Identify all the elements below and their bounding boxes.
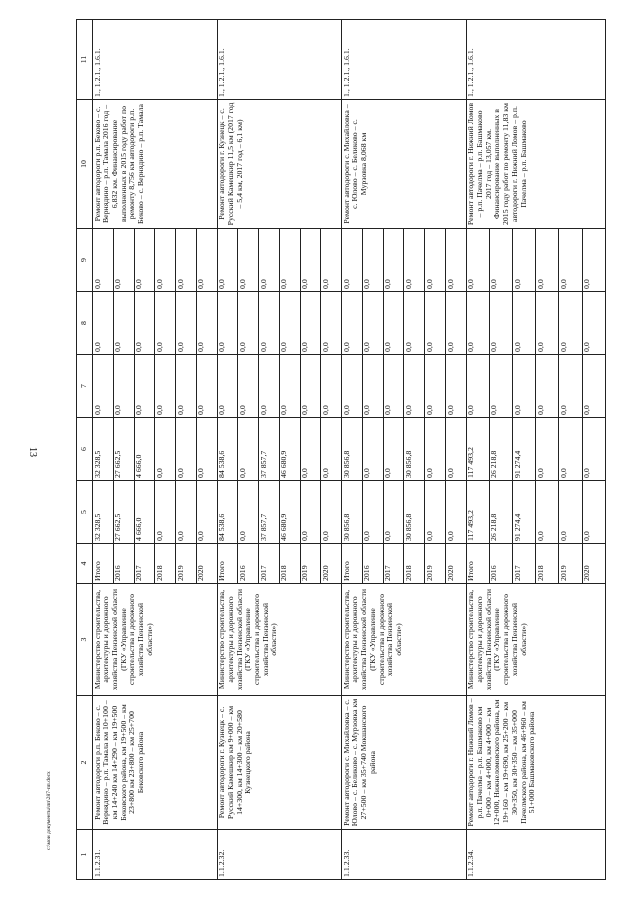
amount-cell: 0,0	[134, 229, 155, 292]
amount-cell: 0,0	[93, 355, 114, 418]
amount-cell: 0,0	[425, 481, 446, 544]
amount-cell: 0,0	[362, 355, 383, 418]
amount-cell: 0,0	[93, 229, 114, 292]
executor-name: Министерство строительства, архитектуры и дорожного хозяйства Пензенской области (ГКУ «Управление строительства и дорожного хозяйства Пензенской области»)	[342, 584, 467, 696]
amount-cell: 0,0	[321, 418, 342, 481]
year-cell: 2019	[559, 544, 582, 584]
amount-cell: 0,0	[383, 481, 404, 544]
year-cell: Итого	[217, 544, 238, 584]
amount-cell: 0,0	[259, 229, 280, 292]
amount-cell: 0,0	[321, 229, 342, 292]
amount-cell: 0,0	[196, 481, 217, 544]
expected-result: Ремонт автодороги г. Нижний Ломов – р.п. Пачелма – р.п. Башмаково 2017 год – 13,057 км. Финансирование выполненных в 2015 году работ по ремонту 11,83 км автодороги г. Нижний Ломов – р.п. Пачелма – р.п. Башмаково	[466, 100, 605, 229]
amount-cell: 0,0	[446, 418, 467, 481]
year-cell: 2018	[536, 544, 559, 584]
amount-cell: 0,0	[489, 292, 512, 355]
indicator-refs: 1., 1.2.1., 1.6.1.	[93, 20, 218, 100]
amount-cell: 0,0	[536, 229, 559, 292]
amount-cell: 26 218,8	[489, 481, 512, 544]
year-cell: 2019	[425, 544, 446, 584]
amount-cell: 91 274,4	[513, 481, 536, 544]
table-body	[93, 20, 606, 880]
measure-name: Ремонт автодороги г. Кузнецк – с. Русский Камешкир км 9+000 – км 14+300, км 14+300 – км 20+580 Кузнецкого района	[217, 696, 342, 830]
executor-name: Министерство строительства, архитектуры и дорожного хозяйства Пензенской области (ГКУ «Управление строительства и дорожного хозяйства Пензенской области»)	[466, 584, 605, 696]
amount-cell: 0,0	[559, 481, 582, 544]
table-row	[342, 20, 363, 880]
amount-cell: 0,0	[300, 481, 321, 544]
amount-cell: 0,0	[466, 229, 489, 292]
amount-cell: 0,0	[176, 355, 197, 418]
amount-cell: 0,0	[425, 418, 446, 481]
amount-cell: 27 662,5	[113, 418, 134, 481]
amount-cell: 0,0	[559, 418, 582, 481]
rotated-table-sheet	[76, 20, 606, 880]
amount-cell: 0,0	[176, 292, 197, 355]
amount-cell: 0,0	[536, 418, 559, 481]
column-number-8: 8	[77, 292, 93, 355]
footer-file-path: c:\мои документы\пп\287-пп.docx	[46, 771, 52, 850]
program-table	[76, 19, 606, 880]
amount-cell: 0,0	[362, 418, 383, 481]
amount-cell: 0,0	[513, 355, 536, 418]
amount-cell: 84 538,6	[217, 418, 238, 481]
amount-cell: 4 666,0	[134, 418, 155, 481]
amount-cell: 84 538,6	[217, 481, 238, 544]
amount-cell: 0,0	[559, 355, 582, 418]
amount-cell: 0,0	[155, 355, 176, 418]
amount-cell: 0,0	[466, 292, 489, 355]
table-row	[93, 20, 114, 880]
amount-cell: 0,0	[196, 229, 217, 292]
amount-cell: 0,0	[279, 355, 300, 418]
amount-cell: 27 662,5	[113, 481, 134, 544]
year-cell: 2020	[321, 544, 342, 584]
amount-cell: 0,0	[582, 355, 605, 418]
amount-cell: 0,0	[446, 481, 467, 544]
item-code: 1.1.2.34.	[466, 830, 605, 880]
year-cell: 2017	[259, 544, 280, 584]
amount-cell: 32 328,5	[93, 481, 114, 544]
column-number-6: 6	[77, 418, 93, 481]
year-cell: 2016	[362, 544, 383, 584]
amount-cell: 0,0	[279, 229, 300, 292]
year-cell: 2016	[489, 544, 512, 584]
amount-cell: 0,0	[196, 418, 217, 481]
amount-cell: 46 680,9	[279, 418, 300, 481]
amount-cell: 0,0	[425, 355, 446, 418]
amount-cell: 46 680,9	[279, 481, 300, 544]
amount-cell: 0,0	[466, 355, 489, 418]
amount-cell: 0,0	[446, 229, 467, 292]
amount-cell: 0,0	[176, 418, 197, 481]
item-code: 1.1.2.32.	[217, 830, 342, 880]
amount-cell: 0,0	[300, 418, 321, 481]
amount-cell: 0,0	[300, 292, 321, 355]
amount-cell: 37 857,7	[259, 481, 280, 544]
table-row	[466, 20, 489, 880]
amount-cell: 0,0	[342, 355, 363, 418]
amount-cell: 0,0	[362, 292, 383, 355]
measure-name: Ремонт автодороги р.п. Беково – с. Вернядино – р.п. Тамала км 10+100 – км 14+240 км 14+290 – км 19+500 Бековского района, км 19+500 – км 23+800 км 23+800 – км 25+700 Бековского района	[93, 696, 218, 830]
year-cell: 2016	[238, 544, 259, 584]
year-cell: 2017	[134, 544, 155, 584]
amount-cell: 0,0	[536, 481, 559, 544]
amount-cell: 0,0	[238, 355, 259, 418]
amount-cell: 0,0	[513, 229, 536, 292]
amount-cell: 0,0	[362, 229, 383, 292]
amount-cell: 0,0	[155, 292, 176, 355]
amount-cell: 30 856,8	[342, 418, 363, 481]
year-cell: 2020	[582, 544, 605, 584]
column-number-9: 9	[77, 229, 93, 292]
amount-cell: 0,0	[582, 481, 605, 544]
amount-cell: 0,0	[134, 292, 155, 355]
column-number-5: 5	[77, 481, 93, 544]
amount-cell: 0,0	[513, 292, 536, 355]
amount-cell: 0,0	[238, 418, 259, 481]
amount-cell: 0,0	[217, 229, 238, 292]
page-number: 13	[27, 447, 38, 457]
executor-name: Министерство строительства, архитектуры и дорожного хозяйства Пензенской области (ГКУ «Управление строительства и дорожного хозяйства Пензенской области»)	[93, 584, 218, 696]
amount-cell: 0,0	[425, 229, 446, 292]
column-number-3: 3	[77, 584, 93, 696]
amount-cell: 0,0	[113, 292, 134, 355]
column-number-7: 7	[77, 355, 93, 418]
indicator-refs: 1., 1.2.1., 1.6.1.	[466, 20, 605, 100]
amount-cell: 0,0	[383, 418, 404, 481]
year-cell: 2019	[300, 544, 321, 584]
amount-cell: 117 493,2	[466, 481, 489, 544]
year-cell: 2017	[383, 544, 404, 584]
amount-cell: 0,0	[279, 292, 300, 355]
amount-cell: 0,0	[300, 229, 321, 292]
year-cell: Итого	[466, 544, 489, 584]
year-cell: Итого	[342, 544, 363, 584]
year-cell: 2020	[446, 544, 467, 584]
amount-cell: 0,0	[425, 292, 446, 355]
amount-cell: 0,0	[489, 229, 512, 292]
amount-cell: 0,0	[383, 229, 404, 292]
expected-result: Ремонт автодороги р.п. Беково – с. Вернядино – р.п. Тамала 2016 год – 6,832 км. Финансирование выполненных в 2015 году работ по ремонту 8,756 км автодороги р.п. Беково – с. Вернядино – р.п. Тамала	[93, 100, 218, 229]
item-code: 1.1.2.31.	[93, 830, 218, 880]
amount-cell: 0,0	[113, 355, 134, 418]
amount-cell: 0,0	[489, 355, 512, 418]
column-number-10: 10	[77, 100, 93, 229]
amount-cell: 0,0	[321, 292, 342, 355]
amount-cell: 37 857,7	[259, 418, 280, 481]
amount-cell: 0,0	[582, 229, 605, 292]
year-cell: 2018	[404, 544, 425, 584]
amount-cell: 0,0	[446, 355, 467, 418]
year-cell: 2020	[196, 544, 217, 584]
amount-cell: 0,0	[404, 229, 425, 292]
amount-cell: 0,0	[155, 418, 176, 481]
year-cell: 2018	[155, 544, 176, 584]
measure-name: Ремонт автодороги г. Нижний Ломов – р.п. Пачелма – р.п. Башмаково км 0+000 – км 4+000, км 4+000 – км 12+000, Нижнеломовского района, км 19+160 – км 19+690, км 25+200 – км 30+350, км 30+350 – км 35+000 Пачелмского района, км 46+960 – км 51+000 Башмаковского района	[466, 696, 605, 830]
amount-cell: 0,0	[536, 292, 559, 355]
amount-cell: 0,0	[404, 355, 425, 418]
amount-cell: 0,0	[321, 355, 342, 418]
amount-cell: 0,0	[342, 292, 363, 355]
amount-cell: 0,0	[300, 355, 321, 418]
amount-cell: 30 856,8	[404, 481, 425, 544]
amount-cell: 0,0	[362, 481, 383, 544]
amount-cell: 0,0	[383, 355, 404, 418]
column-number-1: 1	[77, 830, 93, 880]
column-number-11: 11	[77, 20, 93, 100]
amount-cell: 32 328,5	[93, 418, 114, 481]
year-cell: Итого	[93, 544, 114, 584]
amount-cell: 0,0	[536, 355, 559, 418]
amount-cell: 0,0	[383, 292, 404, 355]
column-number-2: 2	[77, 696, 93, 830]
amount-cell: 0,0	[238, 229, 259, 292]
column-number-4: 4	[77, 544, 93, 584]
year-cell: 2019	[176, 544, 197, 584]
amount-cell: 26 218,8	[489, 418, 512, 481]
amount-cell: 0,0	[259, 292, 280, 355]
amount-cell: 0,0	[217, 355, 238, 418]
amount-cell: 4 666,0	[134, 481, 155, 544]
year-cell: 2018	[279, 544, 300, 584]
amount-cell: 91 274,4	[513, 418, 536, 481]
amount-cell: 117 493,2	[466, 418, 489, 481]
expected-result: Ремонт автодороги г. Кузнецк – с. Русский Камешкир 11,5 км (2017 год – 5,4 км, 2017 год – 6,1 км)	[217, 100, 342, 229]
amount-cell: 0,0	[238, 292, 259, 355]
expected-result: Ремонт автодороги с. Михайловка – с. Юлово – с. Беликово – с. Мурзовка 8,068 км	[342, 100, 467, 229]
amount-cell: 0,0	[342, 229, 363, 292]
item-code: 1.1.2.33.	[342, 830, 467, 880]
amount-cell: 0,0	[559, 229, 582, 292]
amount-cell: 0,0	[113, 229, 134, 292]
amount-cell: 0,0	[93, 292, 114, 355]
amount-cell: 0,0	[196, 292, 217, 355]
amount-cell: 0,0	[217, 292, 238, 355]
amount-cell: 0,0	[155, 229, 176, 292]
amount-cell: 0,0	[582, 292, 605, 355]
year-cell: 2017	[513, 544, 536, 584]
amount-cell: 0,0	[196, 355, 217, 418]
indicator-refs: 1., 1.2.1., 1.6.1.	[342, 20, 467, 100]
measure-name: Ремонт автодороги с. Михайловка – с. Юлово – с. Беликово – с. Мурзовка км 27+500 – км 35+740 Мокшанского района	[342, 696, 467, 830]
amount-cell: 0,0	[559, 292, 582, 355]
amount-cell: 0,0	[155, 481, 176, 544]
amount-cell: 0,0	[404, 292, 425, 355]
amount-cell: 0,0	[582, 418, 605, 481]
amount-cell: 0,0	[176, 229, 197, 292]
table-row	[217, 20, 238, 880]
amount-cell: 30 856,8	[342, 481, 363, 544]
amount-cell: 0,0	[446, 292, 467, 355]
column-number-row	[77, 20, 93, 880]
amount-cell: 0,0	[321, 481, 342, 544]
amount-cell: 30 856,8	[404, 418, 425, 481]
amount-cell: 0,0	[238, 481, 259, 544]
executor-name: Министерство строительства, архитектуры и дорожного хозяйства Пензенской области (ГКУ «Управление строительства и дорожного хозяйства Пензенской области»)	[217, 584, 342, 696]
amount-cell: 0,0	[134, 355, 155, 418]
amount-cell: 0,0	[176, 481, 197, 544]
indicator-refs: 1., 1.2.1., 1.6.1.	[217, 20, 342, 100]
amount-cell: 0,0	[259, 355, 280, 418]
year-cell: 2016	[113, 544, 134, 584]
